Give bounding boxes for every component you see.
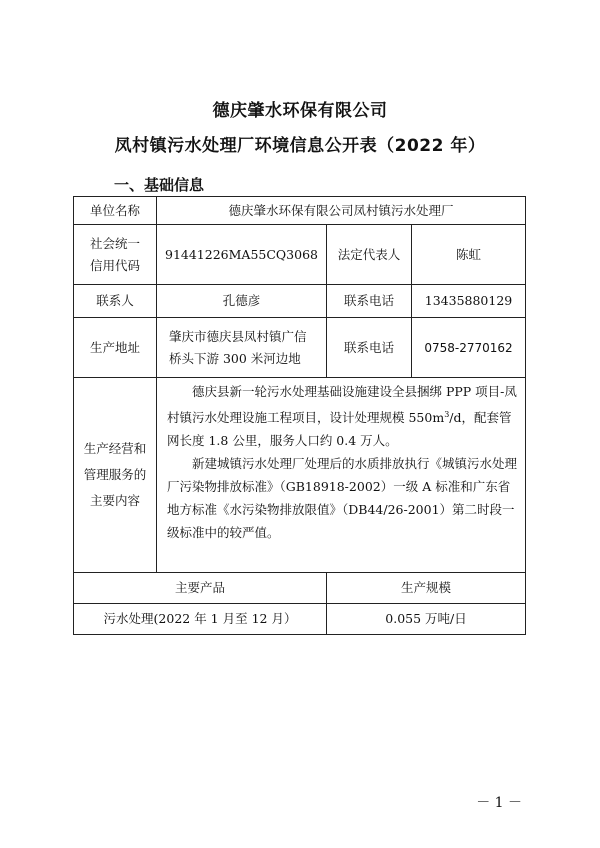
document-title: 德庆肇水环保有限公司 <box>212 101 388 121</box>
table-row <box>74 604 526 635</box>
scale-value: 0.055 万吨/日 <box>327 604 526 635</box>
table-row <box>74 573 526 604</box>
contact-value: 孔德彦 <box>157 285 327 318</box>
page-number: － 1 － <box>476 795 522 811</box>
credit-code-value: 91441226MA55CQ3068 <box>157 225 327 285</box>
credit-code-label <box>74 225 157 285</box>
document-subtitle: 凤村镇污水处理厂环境信息公开表（2022 年） <box>114 136 486 156</box>
table-row <box>74 285 526 318</box>
table-row <box>74 378 526 573</box>
contact-label: 联系人 <box>74 285 157 318</box>
basic-info-table <box>73 196 526 635</box>
business-label-line1: 生产经营和 <box>83 441 147 456</box>
address-line1: 肇庆市德庆县凤村镇广信 <box>169 328 307 344</box>
main-product-header: 主要产品 <box>74 573 327 604</box>
business-paragraph-2: 新建城镇污水处理厂处理后的水质排放执行《城镇污水处理厂污染物排放标准》（GB18918-2002）一级 A 标准和广东省地方标准《水污染物排放限值》（DB44/26-2001）第二时段一级标准中的较严值。 <box>167 456 518 541</box>
address-value <box>157 318 327 378</box>
phone-value: 0758-2770162 <box>412 318 526 378</box>
phone-label: 联系电话 <box>327 318 412 378</box>
table-row <box>74 197 526 225</box>
product-value: 污水处理(2022 年 1 月至 12 月） <box>74 604 327 635</box>
phone-label: 联系电话 <box>327 285 412 318</box>
section-heading: 一、基础信息 <box>114 176 205 194</box>
legal-rep-value: 陈虹 <box>412 225 526 285</box>
business-paragraph-1: 德庆县新一轮污水处理基础设施建设全县捆绑 PPP 项目-凤村镇污水处理设施工程项目，设计处理规模 $550m^3/d$，配套管网长度 1.8 公里，服务人口约 0.4 万人。 <box>167 384 517 449</box>
business-label-line3: 主要内容 <box>89 493 140 508</box>
address-line2: 桥头下游 300 米河边地 <box>169 350 301 366</box>
business-description <box>157 378 526 573</box>
credit-code-label-line2: 信用代码 <box>89 257 140 273</box>
legal-rep-label: 法定代表人 <box>327 225 412 285</box>
address-label: 生产地址 <box>74 318 157 378</box>
table-row <box>74 318 526 378</box>
business-label <box>74 378 157 573</box>
table-row <box>74 225 526 285</box>
credit-code-label-line1: 社会统一 <box>89 235 140 251</box>
unit-name-value: 德庆肇水环保有限公司凤村镇污水处理厂 <box>157 197 526 225</box>
unit-name-label: 单位名称 <box>74 197 157 225</box>
phone-value: 13435880129 <box>412 285 526 318</box>
production-scale-header: 生产规模 <box>327 573 526 604</box>
business-label-line2: 管理服务的 <box>83 467 147 482</box>
